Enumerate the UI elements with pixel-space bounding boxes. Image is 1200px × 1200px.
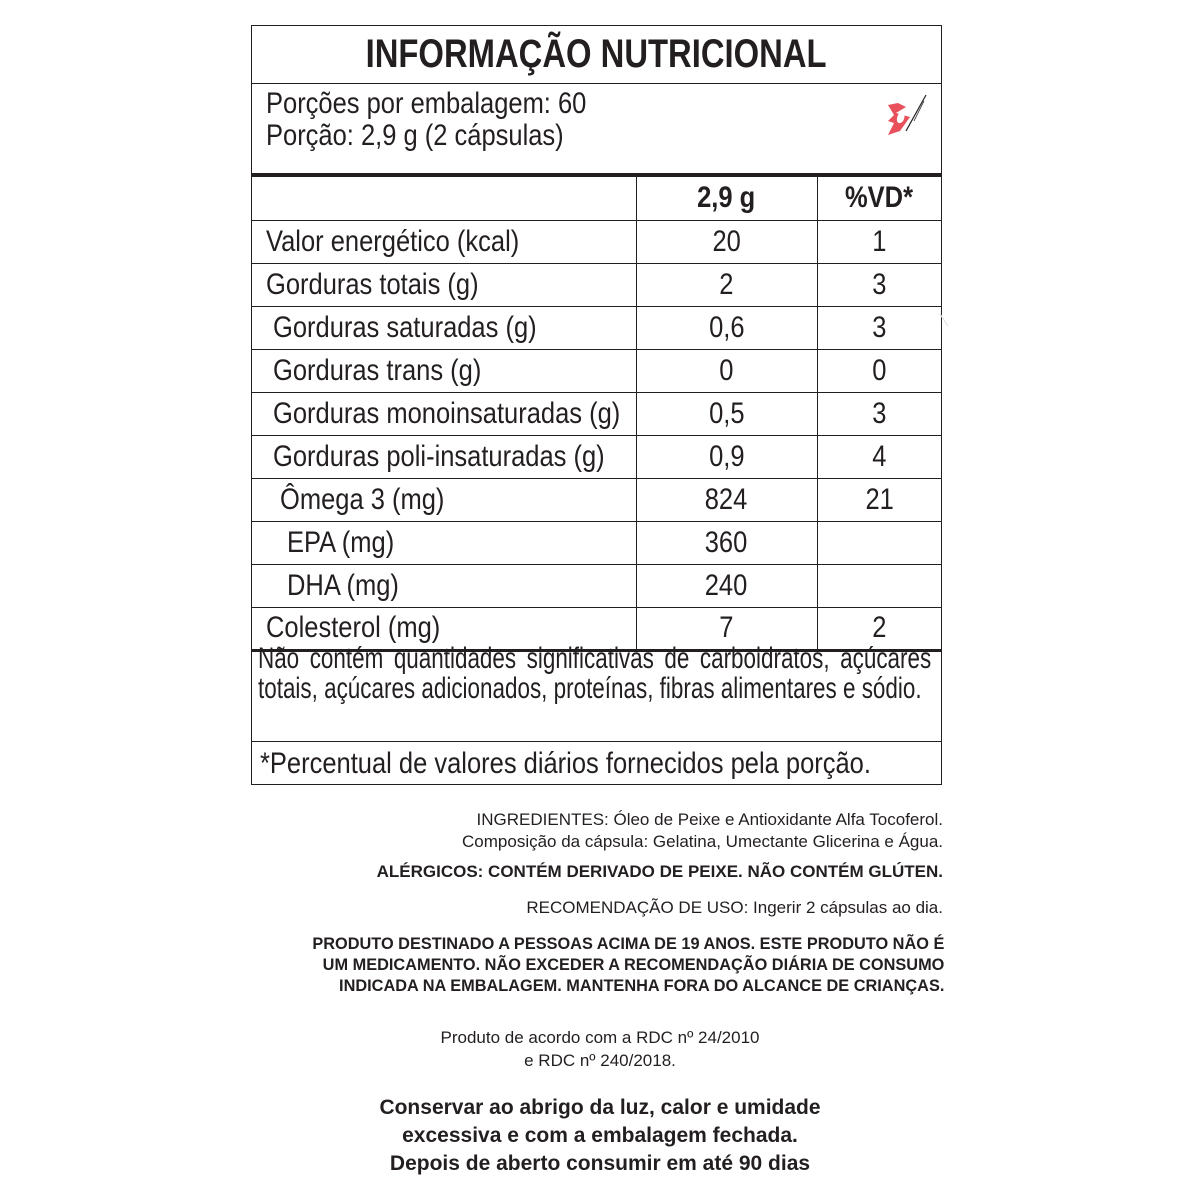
dv-footnote: *Percentual de valores diários fornecidos pela porção. bbox=[260, 746, 871, 780]
not-significant-note: Não contém quantidades significativas de carboidratos, açúcares totais, açúcares adicionados, proteínas, fibras alimentares e sódio. bbox=[252, 638, 941, 742]
row-name: Gorduras trans (g) bbox=[252, 349, 636, 392]
table-row bbox=[252, 349, 941, 392]
label-title: INFORMAÇÃO NUTRICIONAL bbox=[252, 26, 941, 84]
row-amount: 0,6 bbox=[636, 306, 817, 349]
header-name bbox=[252, 177, 636, 220]
row-dv: 3 bbox=[817, 392, 941, 435]
table-row bbox=[252, 392, 941, 435]
row-name: Gorduras poli-insaturadas (g) bbox=[252, 435, 636, 478]
brand-logo-icon bbox=[884, 91, 928, 139]
table-row bbox=[252, 478, 941, 521]
row-dv: 3 bbox=[817, 306, 941, 349]
nutrition-facts-label bbox=[251, 25, 942, 785]
nutrition-table bbox=[252, 177, 941, 652]
row-dv: 4 bbox=[817, 435, 941, 478]
faint-mark-icon bbox=[938, 312, 950, 328]
table-row bbox=[252, 263, 941, 306]
row-name: DHA (mg) bbox=[252, 564, 636, 607]
servings-per-package: Porções por embalagem: 60 bbox=[266, 87, 587, 120]
row-name: Valor energético (kcal) bbox=[252, 220, 636, 263]
ingredients-line: INGREDIENTES: Óleo de Peixe e Antioxidante Alfa Tocoferol. bbox=[476, 810, 943, 829]
row-name: Gorduras saturadas (g) bbox=[252, 306, 636, 349]
row-amount: 20 bbox=[636, 220, 817, 263]
row-dv: 21 bbox=[817, 478, 941, 521]
row-name: Gorduras totais (g) bbox=[252, 263, 636, 306]
header-amount: 2,9 g bbox=[636, 177, 817, 220]
table-row bbox=[252, 435, 941, 478]
warning-statement: PRODUTO DESTINADO A PESSOAS ACIMA DE 19 ANOS. ESTE PRODUTO NÃO É UM MEDICAMENTO. NÃO EXCEDER A RECOMENDAÇÃO DIÁRIA DE CONSUMO INDICADA NA EMBALAGEM. MANTENHA FORA DO ALCANCE DE CRIANÇAS. bbox=[311, 934, 944, 995]
serving-info bbox=[252, 83, 941, 177]
row-amount: 824 bbox=[636, 478, 817, 521]
row-dv: 3 bbox=[817, 263, 941, 306]
storage-instructions: Conservar ao abrigo da luz, calor e umidade excessiva e com a embalagem fechada. Depois de aberto consumir em até 90 dias bbox=[379, 1096, 821, 1175]
row-dv bbox=[817, 564, 941, 607]
table-row bbox=[252, 521, 941, 564]
row-amount: 0,5 bbox=[636, 392, 817, 435]
row-name: EPA (mg) bbox=[252, 521, 636, 564]
row-dv: 0 bbox=[817, 349, 941, 392]
row-dv bbox=[817, 521, 941, 564]
row-name: Colesterol (mg) bbox=[252, 607, 636, 650]
header-dv: %VD* bbox=[817, 177, 941, 220]
allergens-statement: ALÉRGICOS: CONTÉM DERIVADO DE PEIXE. NÃO CONTÉM GLÚTEN. bbox=[376, 862, 943, 881]
row-name: Ômega 3 (mg) bbox=[252, 478, 636, 521]
row-amount: 0,9 bbox=[636, 435, 817, 478]
row-amount: 0 bbox=[636, 349, 817, 392]
row-amount: 2 bbox=[636, 263, 817, 306]
row-amount: 360 bbox=[636, 521, 817, 564]
row-name: Gorduras monoinsaturadas (g) bbox=[252, 392, 636, 435]
row-amount: 7 bbox=[636, 607, 817, 650]
table-row bbox=[252, 564, 941, 607]
row-dv: 1 bbox=[817, 220, 941, 263]
regulation-line: Produto de acordo com a RDC nº 24/2010 bbox=[440, 1028, 760, 1047]
row-amount: 240 bbox=[636, 564, 817, 607]
table-header-row bbox=[252, 177, 941, 220]
regulation-line: e RDC nº 240/2018. bbox=[524, 1051, 676, 1070]
table-row bbox=[252, 220, 941, 263]
usage-recommendation: RECOMENDAÇÃO DE USO: Ingerir 2 cápsulas ao dia. bbox=[526, 898, 943, 917]
table-row bbox=[252, 306, 941, 349]
row-dv: 2 bbox=[817, 607, 941, 650]
capsule-composition-line: Composição da cápsula: Gelatina, Umectante Glicerina e Água. bbox=[462, 832, 943, 851]
serving-size: Porção: 2,9 g (2 cápsulas) bbox=[266, 119, 564, 152]
